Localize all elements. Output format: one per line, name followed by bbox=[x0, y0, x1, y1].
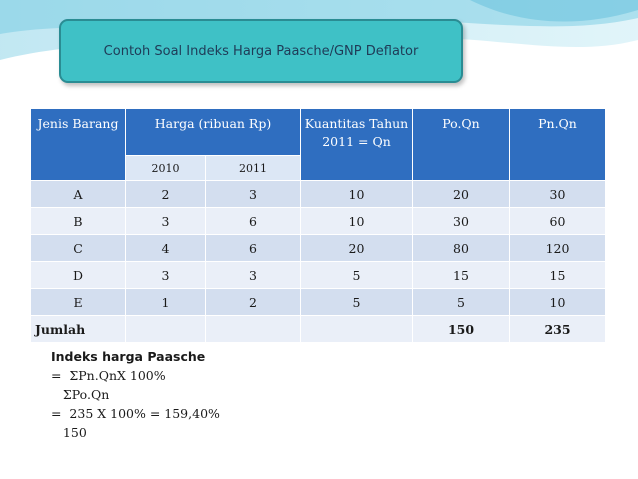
header-harga: Harga (ribuan Rp) bbox=[126, 109, 301, 156]
cell-harga-2010: 1 bbox=[126, 289, 206, 316]
total-row bbox=[31, 316, 606, 343]
cell-harga-2010: 3 bbox=[126, 262, 206, 289]
formula-heading: Indeks harga Paasche bbox=[51, 349, 206, 364]
cell-harga-2011: 3 bbox=[206, 181, 301, 208]
total-label: Jumlah bbox=[31, 316, 126, 343]
formula-line: 150 bbox=[51, 425, 87, 440]
total-po-qn: 150 bbox=[413, 316, 510, 343]
cell-harga-2010: 2 bbox=[126, 181, 206, 208]
total-empty bbox=[126, 316, 206, 343]
paasche-table bbox=[30, 108, 606, 343]
cell-po-qn: 80 bbox=[413, 235, 510, 262]
cell-jenis: D bbox=[31, 262, 126, 289]
cell-kuantitas: 5 bbox=[301, 262, 413, 289]
cell-harga-2010: 3 bbox=[126, 208, 206, 235]
cell-pn-qn: 60 bbox=[510, 208, 606, 235]
subheader-2011: 2011 bbox=[206, 156, 301, 181]
cell-kuantitas: 10 bbox=[301, 181, 413, 208]
formula-line: = 235 X 100% = 159,40% bbox=[51, 406, 220, 421]
cell-harga-2010: 4 bbox=[126, 235, 206, 262]
header-po-qn: Po.Qn bbox=[413, 109, 510, 181]
table-row bbox=[31, 181, 606, 208]
header-kuantitas: Kuantitas Tahun 2011 = Qn bbox=[301, 109, 413, 181]
cell-jenis: E bbox=[31, 289, 126, 316]
cell-pn-qn: 10 bbox=[510, 289, 606, 316]
total-pn-qn: 235 bbox=[510, 316, 606, 343]
cell-jenis: B bbox=[31, 208, 126, 235]
cell-pn-qn: 120 bbox=[510, 235, 606, 262]
table-row bbox=[31, 208, 606, 235]
total-empty bbox=[206, 316, 301, 343]
cell-kuantitas: 5 bbox=[301, 289, 413, 316]
cell-pn-qn: 15 bbox=[510, 262, 606, 289]
cell-kuantitas: 10 bbox=[301, 208, 413, 235]
cell-po-qn: 5 bbox=[413, 289, 510, 316]
cell-harga-2011: 6 bbox=[206, 235, 301, 262]
slide-title: Contoh Soal Indeks Harga Paasche/GNP Deflator bbox=[59, 19, 463, 83]
cell-harga-2011: 3 bbox=[206, 262, 301, 289]
total-empty bbox=[301, 316, 413, 343]
cell-harga-2011: 2 bbox=[206, 289, 301, 316]
cell-pn-qn: 30 bbox=[510, 181, 606, 208]
header-jenis-barang: Jenis Barang bbox=[31, 109, 126, 181]
cell-harga-2011: 6 bbox=[206, 208, 301, 235]
cell-kuantitas: 20 bbox=[301, 235, 413, 262]
subheader-2010: 2010 bbox=[126, 156, 206, 181]
table-row bbox=[31, 235, 606, 262]
table-row bbox=[31, 262, 606, 289]
cell-jenis: C bbox=[31, 235, 126, 262]
cell-po-qn: 20 bbox=[413, 181, 510, 208]
cell-po-qn: 15 bbox=[413, 262, 510, 289]
cell-po-qn: 30 bbox=[413, 208, 510, 235]
paasche-formula bbox=[51, 347, 351, 442]
header-pn-qn: Pn.Qn bbox=[510, 109, 606, 181]
formula-line: ΣPo.Qn bbox=[51, 387, 110, 402]
table-row bbox=[31, 289, 606, 316]
cell-jenis: A bbox=[31, 181, 126, 208]
formula-line: = ΣPn.QnX 100% bbox=[51, 368, 166, 383]
